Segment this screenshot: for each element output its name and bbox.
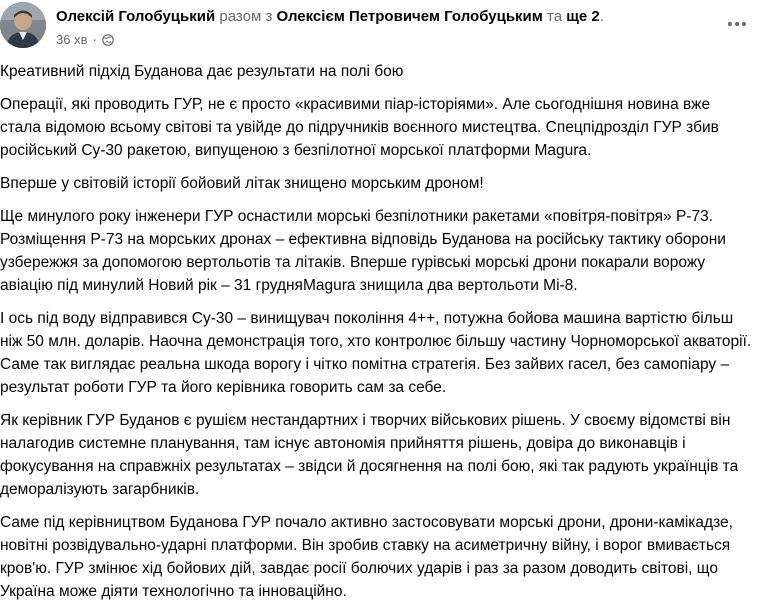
post-paragraph: Креативний підхід Буданова дає результати на полі бою	[0, 63, 404, 80]
and-text: та	[547, 8, 563, 25]
author-dot: .	[599, 8, 604, 25]
more-options-icon[interactable]	[721, 8, 753, 40]
globe-icon[interactable]	[102, 34, 114, 46]
post-paragraph: Як керівник ГУР Буданов є рушієм нестандартних і творчих військових рішень. У своєму відомстві він налагодив системне планування, там існує автономія прийняття рішень, довіра до виконавців і фокусування на справжніх результатах – звідси й досягнення на полі бою, які так радують українців та деморалізують загарбників.	[0, 412, 739, 498]
with-text: разом з	[219, 8, 273, 25]
timestamp[interactable]: 36 хв	[56, 32, 88, 47]
post-header	[0, 0, 767, 58]
post-paragraph: Вперше у світовій історії бойовий літак знищено морським дроном!	[0, 175, 484, 192]
avatar[interactable]	[0, 2, 46, 48]
separator: ·	[92, 32, 97, 47]
author-name[interactable]: Олексій Голобуцький	[56, 8, 216, 25]
post-paragraph: Операції, які проводить ГУР, не є просто «красивими піар-історіями». Але сьогоднішня новина вже стала відомою всьому світові та увійде до підручників воєнного мистецтва. Спецпідрозділ ГУР збив російський Су-30 ракетою, випущеною з безпілотної морської платформи Magura.	[0, 96, 719, 159]
post-paragraph: Саме під керівництвом Буданова ГУР почало активно застосовувати морські дрони, дрони-камікадзе, новітні розвідувально-ударні платформи. Він зробив ставку на асиметричну війну, і ворог вмивається кров'ю. ГУР змінює хід бойових дій, завдає росії болючих ударів і раз за разом доводить світові, що Україна може діяти технологічно та інноваційно.	[0, 514, 733, 600]
others-link[interactable]: ще 2	[566, 8, 600, 25]
post-body	[0, 60, 752, 613]
timestamp-line	[56, 32, 114, 47]
post-paragraph: Ще минулого року інженери ГУР оснастили морські безпілотники ракетами «повітря-повітря» Р-73. Розміщення Р-73 на морських дронах – ефективна відповідь Буданова на російську тактику оборони узбережжя за допомогою вертольотів та літаків. Вперше гурівські морські дрони покарали ворожу авіацію під минулий Новий рік – 31 грудняMagura знищила два вертольоти Мі-8.	[0, 208, 726, 294]
post-paragraph: І ось під воду відправився Су-30 – винищувач покоління 4++, потужна бойова машина вартістю більш ніж 50 млн. доларів. Наочна демонстрація того, хто контролює більшу частину Чорноморської акваторії. Саме так виглядає реальна шкода ворогу і чітко помітна стратегія. Без зайвих гасел, без самопіару – результат роботи ГУР та його керівника говорить сам за себе.	[0, 310, 752, 396]
coauthor-name[interactable]: Олексієм Петровичем Голобуцьким	[276, 8, 543, 25]
author-line	[56, 8, 604, 25]
